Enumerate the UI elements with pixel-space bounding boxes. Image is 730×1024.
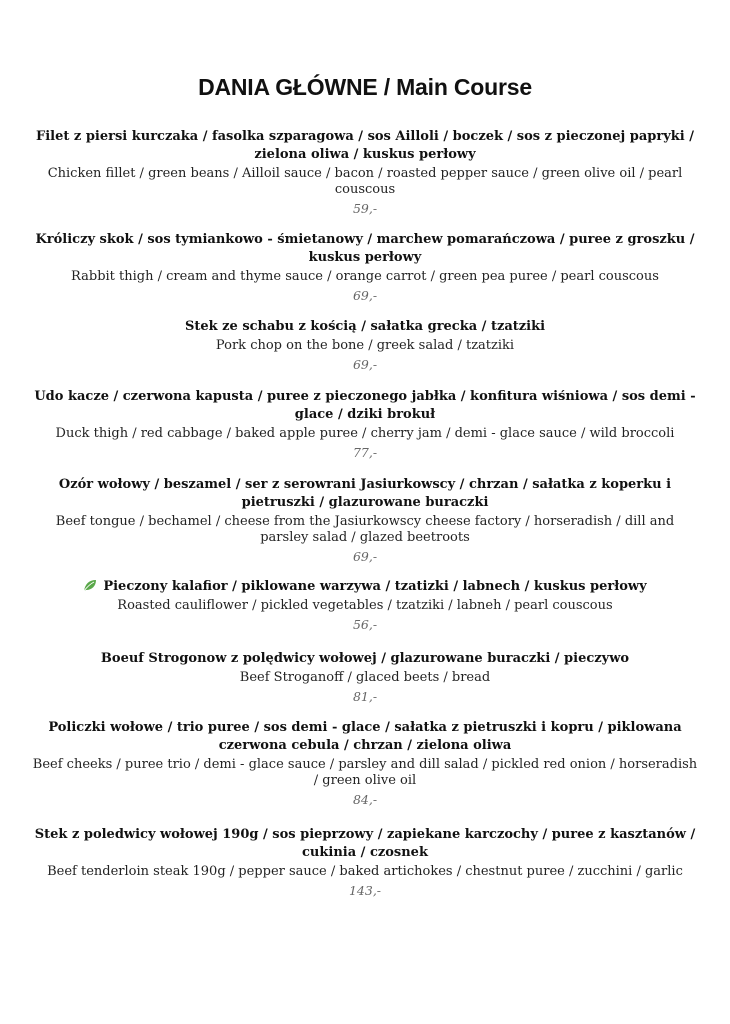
dish-price: 56,- [352, 617, 378, 632]
dish-name-polish: Filet z piersi kurczaka / fasolka szparagowa / sos Ailloli / boczek / sos z pieczonej papryki / zielona oliwa / kuskus perłowy [36, 129, 694, 162]
dish-pork-chop [30, 318, 700, 373]
dish-name-english: Beef tenderloin steak 190g / pepper sauce / baked artichokes / chestnut puree / zucchini / garlic [47, 864, 683, 879]
dish-name-polish: Udo kacze / czerwona kapusta / puree z pieczonego jabłka / konfitura wiśniowa / sos demi - glace / dziki brokuł [34, 389, 696, 422]
dish-rabbit-thigh [30, 231, 700, 304]
dish-roasted-cauliflower [30, 578, 700, 633]
dish-price: 69,- [352, 549, 378, 564]
dish-price: 77,- [352, 445, 378, 460]
dish-name-polish: Stek z poledwicy wołowej 190g / sos pieprzowy / zapiekane karczochy / puree z kasztanów / cukinia / czosnek [34, 827, 696, 860]
dish-name-polish: Stek ze schabu z kością / sałatka grecka / tzatziki [184, 319, 546, 334]
dish-duck-thigh [30, 388, 700, 461]
dish-name-english: Chicken fillet / green beans / Ailloil sauce / bacon / roasted pepper sauce / green olive oil / pearl couscous [47, 166, 683, 197]
dish-name-english: Beef cheeks / puree trio / demi - glace sauce / parsley and dill salad / pickled red onion / horseradish / green olive oil [32, 757, 698, 788]
dish-name-english: Pork chop on the bone / greek salad / tzatziki [215, 338, 515, 353]
dish-name-english: Beef tongue / bechamel / cheese from the Jasiurkowscy cheese factory / horseradish / dill and parsley salad / glazed beetroots [55, 514, 675, 545]
dish-beef-tenderloin-steak [30, 826, 700, 899]
vegetarian-leaf-icon [83, 579, 97, 592]
dish-price: 84,- [352, 792, 378, 807]
dish-name-polish: Ozór wołowy / beszamel / ser z serowrani Jasiurkowscy / chrzan / sałatka z koperku i pietruszki / glazurowane buraczki [58, 477, 672, 510]
dish-name-polish: Króliczy skok / sos tymiankowo - śmietanowy / marchew pomarańczowa / puree z groszku / kuskus perłowy [35, 232, 695, 265]
dish-beef-stroganoff [30, 650, 700, 705]
dish-name-polish: Pieczony kalafior / piklowane warzywa / tzatizki / labnech / kuskus perłowy [103, 579, 647, 594]
dish-price: 81,- [352, 689, 378, 704]
dish-name-english: Duck thigh / red cabbage / baked apple puree / cherry jam / demi - glace sauce / wild broccoli [55, 426, 675, 441]
menu-title: DANIA GŁÓWNE / Main Course [198, 74, 532, 100]
dish-chicken-fillet [30, 128, 700, 217]
dish-name-polish: Policzki wołowe / trio puree / sos demi - glace / sałatka z pietruszki i kopru / piklowana czerwona cebula / chrzan / zielona oliwa [48, 720, 682, 753]
dish-beef-cheeks [30, 719, 700, 808]
dish-name-english: Rabbit thigh / cream and thyme sauce / orange carrot / green pea puree / pearl couscous [71, 269, 659, 284]
dish-price: 59,- [352, 201, 378, 216]
dish-name-english: Beef Stroganoff / glaced beets / bread [239, 670, 491, 685]
dish-beef-tongue [30, 476, 700, 565]
dish-name-english: Roasted cauliflower / pickled vegetables / tzatziki / labneh / pearl couscous [117, 598, 613, 613]
dish-price: 143,- [348, 883, 382, 898]
dish-price: 69,- [352, 357, 378, 372]
dish-name-polish: Boeuf Strogonow z polędwicy wołowej / glazurowane buraczki / pieczywo [100, 651, 630, 666]
dish-name-polish-row [30, 578, 700, 596]
dish-price: 69,- [352, 288, 378, 303]
